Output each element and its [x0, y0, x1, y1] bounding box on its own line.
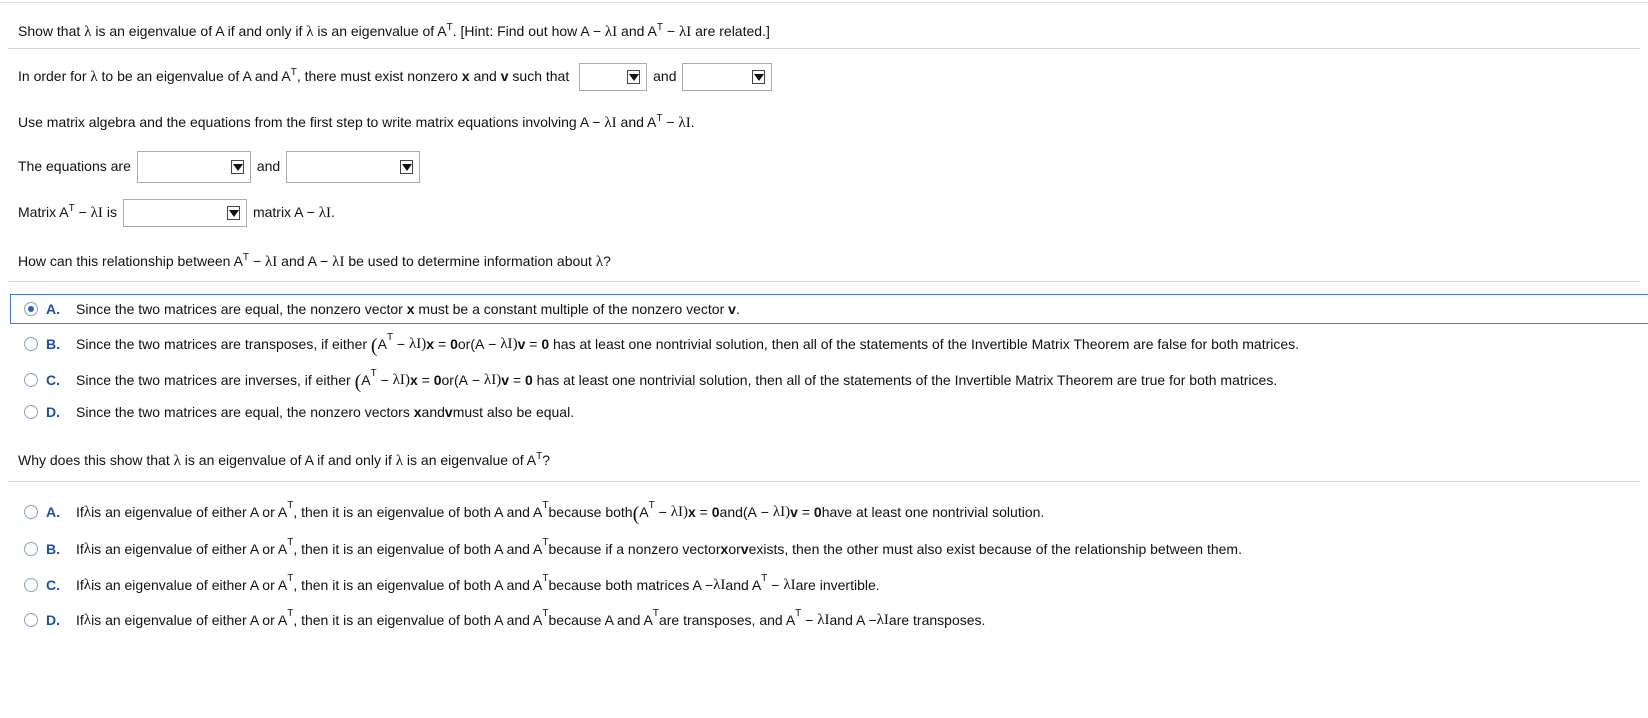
radio-icon[interactable]	[24, 578, 38, 592]
q1-option-a[interactable]: A. Since the two matrices are equal, the nonzero vector x must be a constant multiple of the nonzero vector v .	[24, 300, 740, 318]
radio-icon[interactable]	[24, 613, 38, 627]
q2-option-b[interactable]: B. If λ is an eigenvalue of either A or A $^T$ , then it is an eigenvalue of both A and A $^T$ because if a nonzero vector x or v exists, then the other must also exist because of the relationship between them.	[24, 540, 1242, 558]
question2-text: Why does this show that λ is an eigenvalue of A if and only if λ is an eigenvalue of $A^T$?	[18, 451, 551, 469]
q2-option-a[interactable]: A. If λ is an eigenvalue of either A or A $^T$ , then it is an eigenvalue of both A and A $^T$ because both ( A $^T$ − λI ) x = 0 and (A − λI ) v = 0 have at least one nontrivial solution.	[24, 503, 1044, 521]
top-divider	[0, 2, 1648, 3]
dropdown-arrow-icon	[227, 206, 240, 220]
equation-dropdown-2[interactable]	[286, 151, 420, 183]
question1-text: How can this relationship between $A^T - \lambda I$ and A − λI be used to determine information about λ?	[18, 252, 611, 270]
step2-line: Use matrix algebra and the equations from the first step to write matrix equations involving A − λI and $A^T - \lambda I$.	[18, 113, 695, 131]
dropdown-arrow-icon	[400, 160, 413, 174]
relationship-dropdown[interactable]	[123, 199, 247, 227]
equation-dropdown-1[interactable]	[137, 151, 251, 183]
q1-option-d[interactable]: D. Since the two matrices are equal, the nonzero vectors x and v must also be equal.	[24, 403, 574, 421]
dropdown-arrow-icon	[231, 160, 244, 174]
radio-icon[interactable]	[24, 373, 38, 387]
section-divider	[8, 48, 1640, 49]
q1-option-c[interactable]: C. Since the two matrices are inverses, if either ( A $^T$ − λI ) x = 0 or (A − λI ) v = 0 has at least one nontrivial solution, then all of the statements of the Invertible Matrix Theorem are true for both matrices.	[24, 371, 1277, 389]
radio-icon[interactable]	[24, 405, 38, 419]
q1-option-b[interactable]: B. Since the two matrices are transposes, if either ( A $^T$ − λI ) x = 0 or (A − λI ) v = 0 has at least one nontrivial solution, then all of the statements of the Invertible Matrix Theorem are false for both matrices.	[24, 335, 1299, 353]
step1-dropdown-2[interactable]	[682, 63, 772, 91]
dropdown-arrow-icon	[627, 70, 640, 84]
step1-line: In order for λ to be an eigenvalue of A and $A^T$, there must exist nonzero x and v such that and	[18, 62, 778, 91]
section-divider	[8, 481, 1640, 482]
section-divider	[8, 281, 1640, 282]
radio-selected-icon[interactable]	[24, 302, 38, 316]
step1-dropdown-1[interactable]	[579, 63, 647, 91]
problem-statement: Show that λ is an eigenvalue of A if and only if λ is an eigenvalue of $A^T$. [Hint: Find out how A − λI and $A^T - \lambda I$ are related.]	[18, 22, 770, 40]
dropdown-arrow-icon	[752, 70, 765, 84]
radio-icon[interactable]	[24, 505, 38, 519]
q2-option-c[interactable]: C. If λ is an eigenvalue of either A or A $^T$ , then it is an eigenvalue of both A and A $^T$ because both matrices A − λI and A $^T$ − λI are invertible.	[24, 576, 880, 594]
step3-line: The equations are and	[18, 150, 426, 183]
radio-icon[interactable]	[24, 337, 38, 351]
q2-option-d[interactable]: D. If λ is an eigenvalue of either A or A $^T$ , then it is an eigenvalue of both A and A $^T$ because A and A $^T$ are transposes, and A $^T$ − λI and A − λI are transposes.	[24, 611, 985, 629]
radio-icon[interactable]	[24, 542, 38, 556]
step4-line: Matrix $A^T - \lambda I$ is matrix A − λI.	[18, 198, 335, 227]
